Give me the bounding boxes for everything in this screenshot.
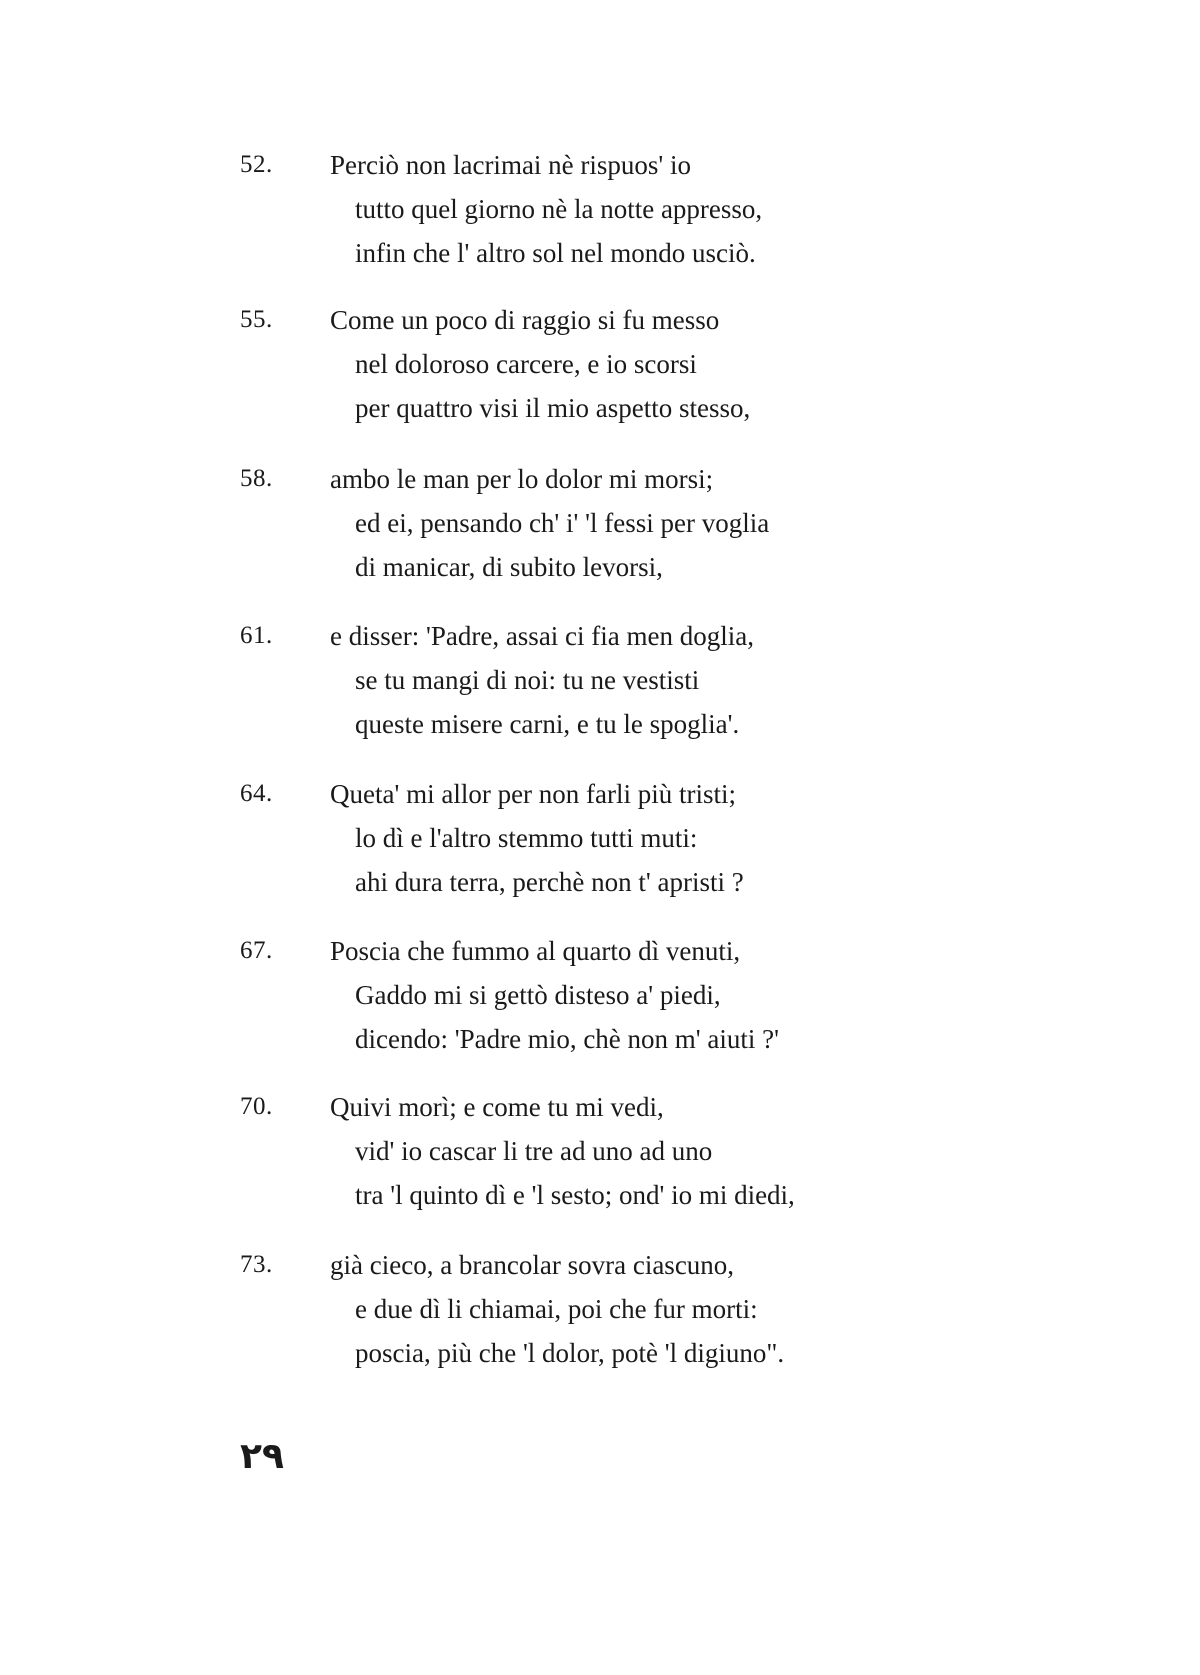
verse-line: poscia, più che 'l dolor, potè 'l digiuno".: [355, 1338, 785, 1368]
stanza-64: [0, 772, 1200, 912]
verse-line: tutto quel giorno nè la notte appresso,: [355, 194, 763, 224]
stanza-67: [0, 929, 1200, 1069]
verse-line: per quattro visi il mio aspetto stesso,: [355, 393, 751, 423]
verse-line: se tu mangi di noi: tu ne vestisti: [355, 665, 700, 695]
verse-line: vid' io cascar li tre ad uno ad uno: [355, 1136, 713, 1166]
verse-line: Come un poco di raggio si fu messo: [330, 305, 720, 335]
verse-line: e due dì li chiamai, poi che fur morti:: [355, 1294, 758, 1324]
line-number: 70.: [240, 1093, 273, 1120]
verse-line: queste misere carni, e tu le spoglia'.: [355, 709, 740, 739]
line-number: 73.: [240, 1251, 273, 1278]
stanza-61: [0, 614, 1200, 754]
line-number: 55.: [240, 306, 273, 333]
page-number: ٢٩: [240, 1436, 284, 1477]
verse-line: tra 'l quinto dì e 'l sesto; ond' io mi diedi,: [355, 1180, 795, 1210]
verse-line: lo dì e l'altro stemmo tutti muti:: [355, 823, 698, 853]
verse-line: Queta' mi allor per non farli più tristi;: [330, 779, 737, 809]
stanza-58: [0, 457, 1200, 597]
verse-line: nel doloroso carcere, e io scorsi: [355, 349, 697, 379]
verse-line: Poscia che fummo al quarto dì venuti,: [330, 936, 741, 966]
stanza-52: [0, 143, 1200, 283]
line-number: 52.: [240, 151, 273, 178]
verse-line: di manicar, di subito levorsi,: [355, 552, 663, 582]
verse-line: Quivi morì; e come tu mi vedi,: [330, 1092, 664, 1122]
stanza-55: [0, 298, 1200, 438]
verse-line: ed ei, pensando ch' i' 'l fessi per voglia: [355, 508, 770, 538]
verse-line: Perciò non lacrimai nè rispuos' io: [330, 150, 692, 180]
stanza-70: [0, 1085, 1200, 1225]
verse-line: ahi dura terra, perchè non t' apristi ?: [355, 867, 744, 897]
line-number: 58.: [240, 465, 273, 492]
verse-line: Gaddo mi si gettò disteso a' piedi,: [355, 980, 721, 1010]
verse-line: già cieco, a brancolar sovra ciascuno,: [330, 1250, 735, 1280]
line-number: 67.: [240, 937, 273, 964]
verse-line: ambo le man per lo dolor mi morsi;: [330, 464, 714, 494]
line-number: 64.: [240, 780, 273, 807]
line-number: 61.: [240, 622, 273, 649]
stanza-73: [0, 1243, 1200, 1383]
verse-line: infin che l' altro sol nel mondo usciò.: [355, 238, 756, 268]
verse-line: dicendo: 'Padre mio, chè non m' aiuti ?': [355, 1024, 779, 1054]
verse-line: e disser: 'Padre, assai ci fia men doglia,: [330, 621, 754, 651]
